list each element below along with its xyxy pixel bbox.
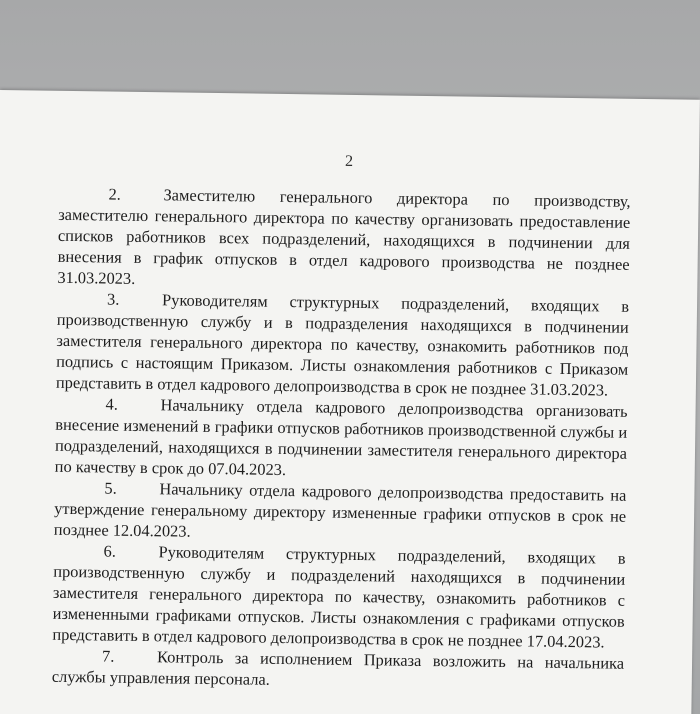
paragraph-2: [57, 183, 630, 296]
paragraph-number: 6.: [103, 541, 117, 561]
paragraph-text: Руководителям структурных подразделений, входящих в производственную службу и в подразделения находящихся в подчинении заместителя генерального директора по качеству, ознакомить работников под подпись с настоящим Приказом. Листы ознакомления работников с Приказом представить в отдел кадрового делопроизводства в срок не позднее 31.03.2023.: [55, 290, 630, 400]
paragraph-text: Заместителю генерального директора по производству, заместителю генерального директора по качеству организовать предоставление списков работников всех подразделений, находящихся в подчинении для внесения в график отпусков в отдел кадрового производства не позднее 31.03.2023.: [57, 185, 631, 288]
paragraph-number: 7.: [101, 646, 115, 666]
paragraph-6: [52, 540, 625, 653]
paragraph-number: 4.: [105, 394, 119, 414]
paragraph-4: [55, 393, 628, 485]
page-number: 2: [344, 152, 354, 170]
paragraph-text: Начальнику отдела кадрового делопроизводства предоставить на утверждение генеральному директору измененные графики отпусков в срок не позднее 12.04.2023.: [53, 479, 627, 541]
paragraph-text: Контроль за исполнением Приказа возложить на начальника службы управления персонала.: [51, 647, 625, 689]
paragraph-7: [52, 645, 625, 695]
paragraph-number: 5.: [104, 478, 117, 498]
paragraph-number: 3.: [106, 289, 120, 309]
document-page: [0, 90, 700, 714]
document-body: [52, 183, 631, 695]
paragraph-3: [56, 288, 629, 401]
paragraph-5: [54, 477, 627, 548]
paragraph-number: 2.: [108, 184, 121, 204]
paragraph-text: Начальнику отдела кадрового делопроизводства организовать внесение изменений в графики отпусков работников производственной службы и подразделений, находящихся в подчинении заместителя генерального директора по качеству в срок до 07.04.2023.: [54, 395, 628, 480]
paragraph-text: Руководителям структурных подразделений, входящих в производственную службу и подразделений находящихся в подчинении заместителя генерального директора по качеству, ознакомить работников с измененными графиками отпусков. Листы ознакомления с графиками отпусков представить в отдел кадрового делопроизводства в срок не позднее 17.04.2023.: [52, 542, 626, 652]
